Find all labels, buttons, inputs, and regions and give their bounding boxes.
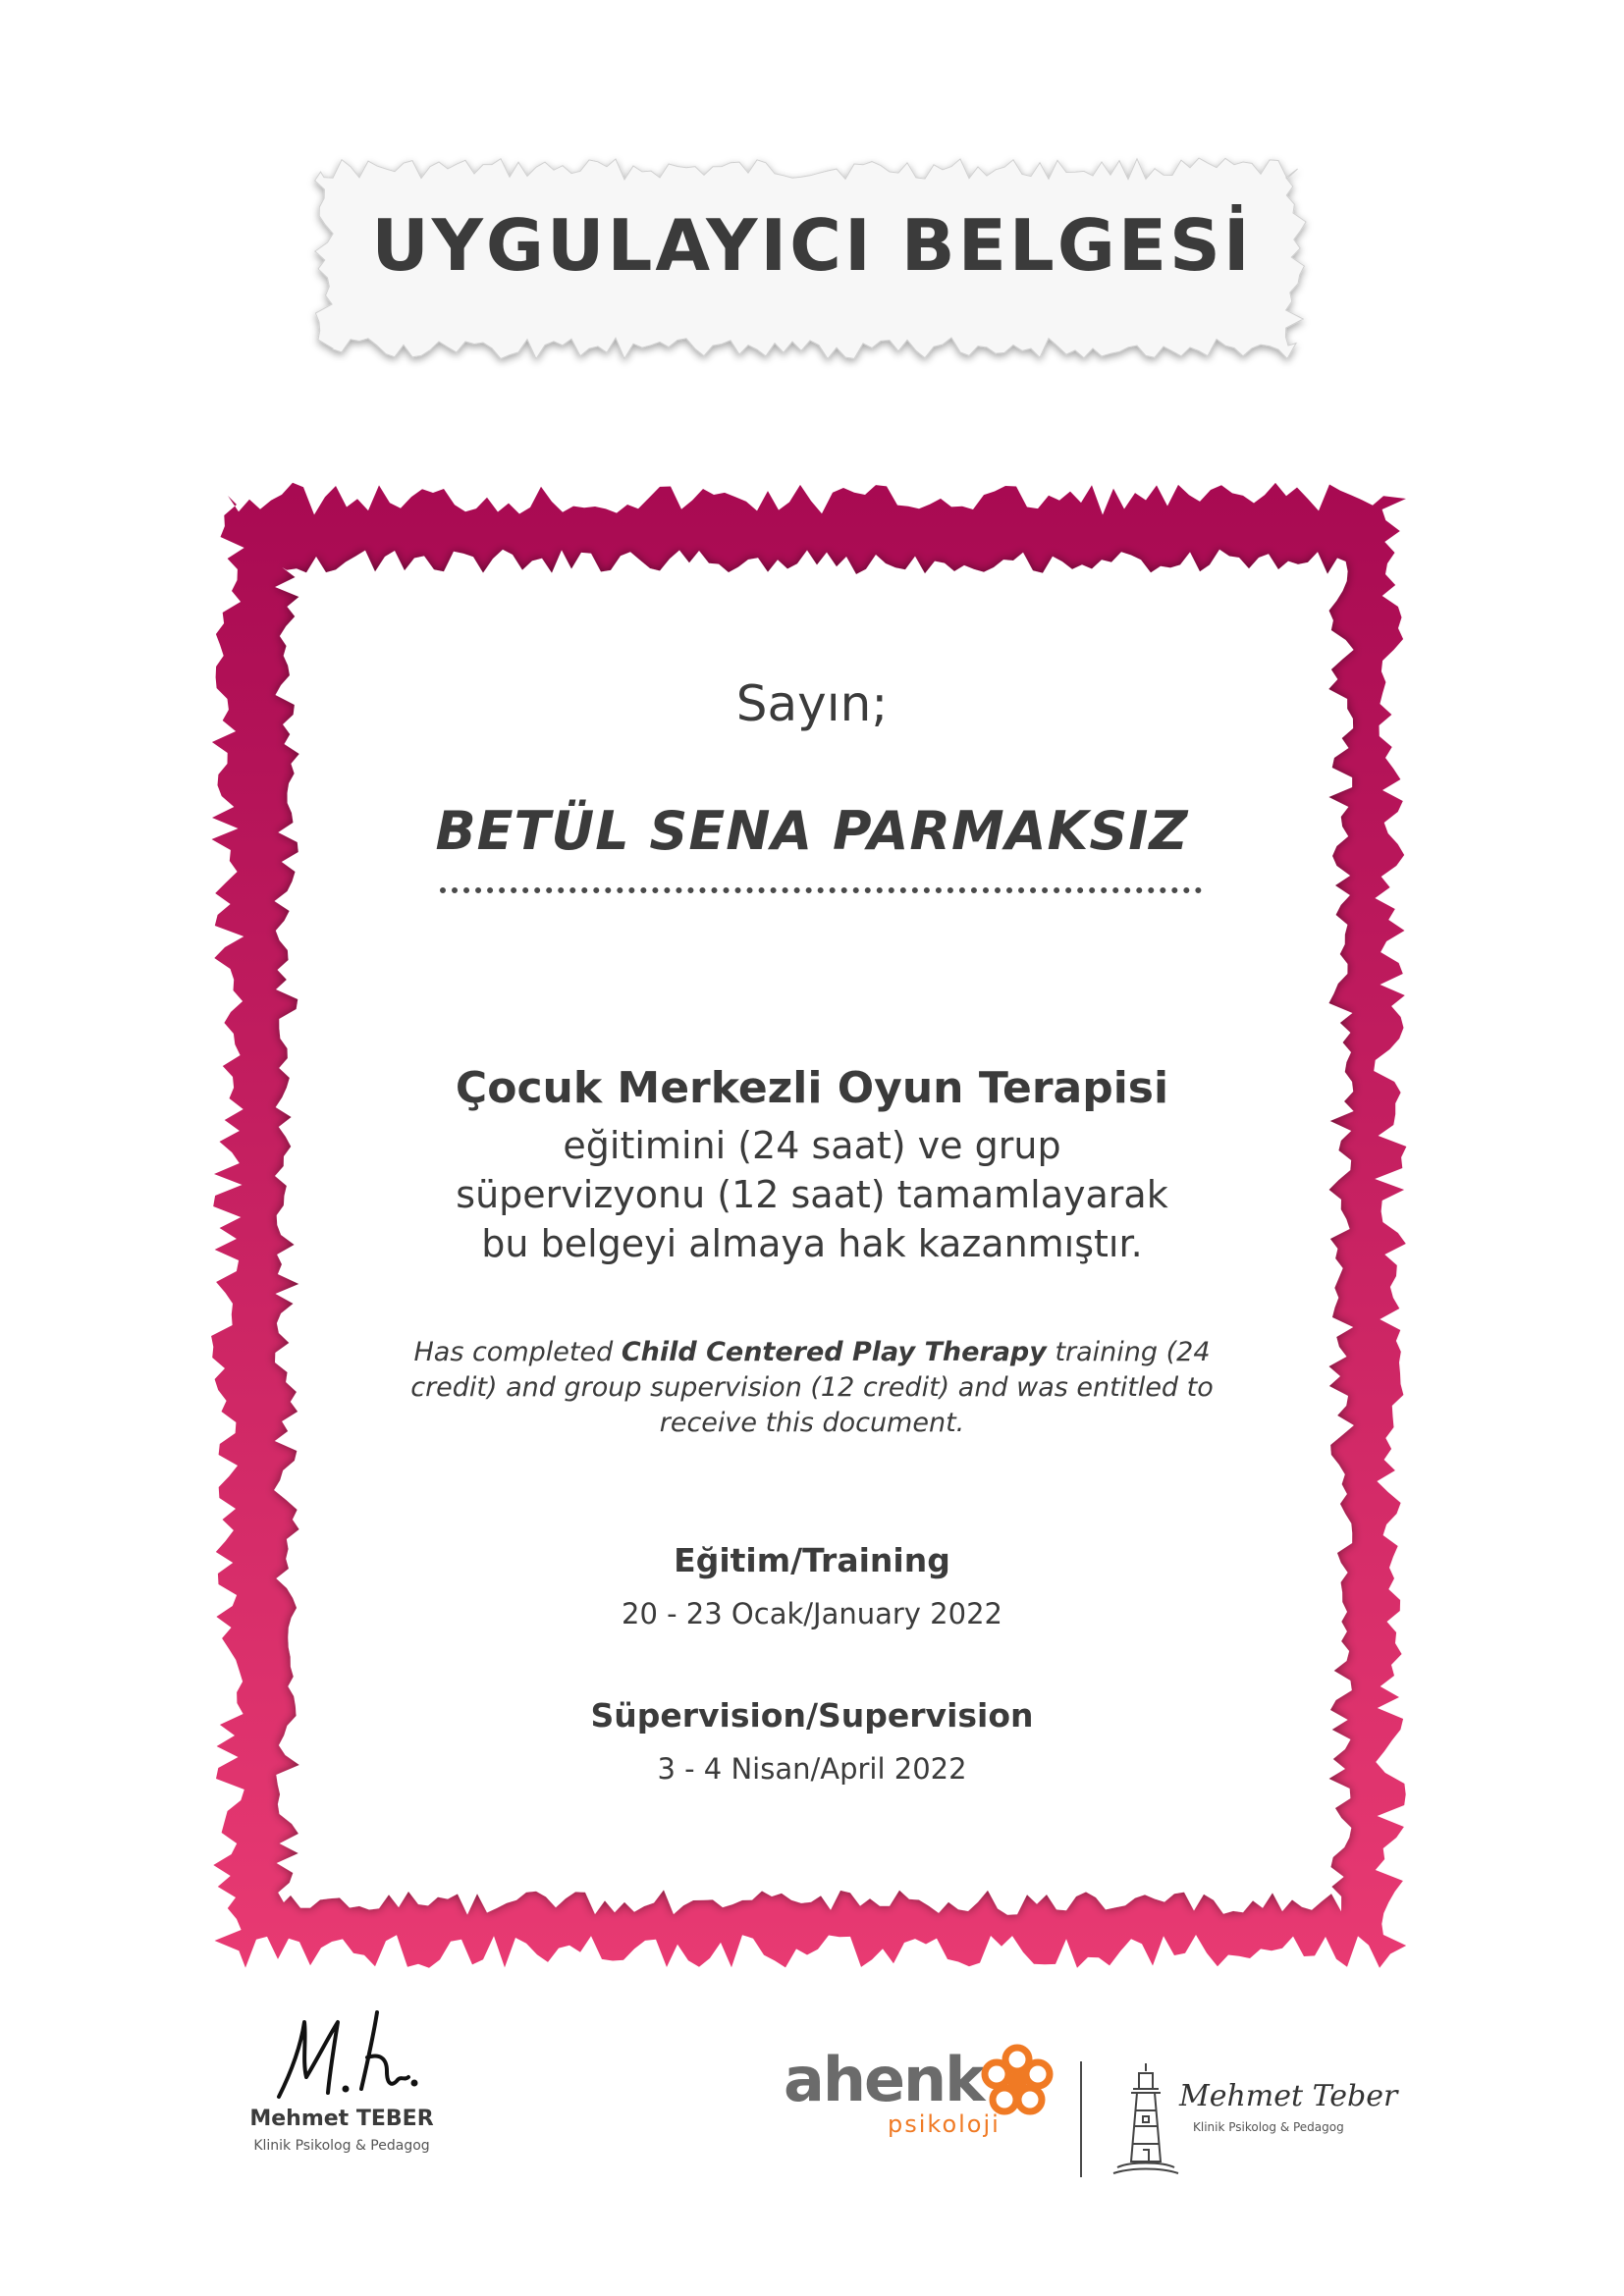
english-description bbox=[373, 1335, 1251, 1441]
turkish-line: bu belgeyi almaya hak kazanmıştır. bbox=[481, 1222, 1143, 1265]
course-title: Çocuk Merkezli Oyun Terapisi bbox=[455, 1063, 1169, 1113]
training-label: Eğitim/Training bbox=[674, 1541, 950, 1579]
ahenk-logo-sub: psikoloji bbox=[888, 2110, 1001, 2138]
supervision-label: Süpervision/Supervision bbox=[590, 1696, 1034, 1735]
mt-logo-script: Mehmet Teber bbox=[1179, 2079, 1398, 2113]
training-date: 20 - 23 Ocak/January 2022 bbox=[622, 1597, 1002, 1630]
turkish-description bbox=[0, 1121, 1624, 1268]
signatory-name: Mehmet TEBER bbox=[249, 2107, 434, 2131]
salutation: Sayın; bbox=[735, 675, 889, 732]
lighthouse-icon bbox=[1111, 2059, 1180, 2179]
dotted-underline bbox=[440, 887, 1202, 893]
signatory-role: Klinik Psikolog & Pedagog bbox=[253, 2138, 430, 2154]
signature-icon bbox=[265, 1999, 422, 2107]
logo-divider bbox=[1080, 2061, 1082, 2177]
recipient-name: BETÜL SENA PARMAKSIZ bbox=[435, 800, 1189, 862]
flower-icon bbox=[980, 2044, 1055, 2118]
english-course: Child Centered Play Therapy bbox=[621, 1337, 1047, 1367]
ahenk-logo-word: ahenk bbox=[784, 2044, 984, 2115]
turkish-line: eğitimini (24 saat) ve grup bbox=[563, 1124, 1061, 1167]
turkish-line: süpervizyonu (12 saat) tamamlayarak bbox=[456, 1173, 1168, 1216]
english-prefix: Has completed bbox=[413, 1337, 622, 1367]
supervision-date: 3 - 4 Nisan/April 2022 bbox=[657, 1752, 967, 1786]
mt-logo-role: Klinik Psikolog & Pedagog bbox=[1193, 2120, 1344, 2134]
page-title: UYGULAYICI BELGESİ bbox=[371, 204, 1253, 287]
english-suffix: training (24 credit) and group supervision (12 credit) and was entitled to receive this document. bbox=[410, 1337, 1214, 1438]
